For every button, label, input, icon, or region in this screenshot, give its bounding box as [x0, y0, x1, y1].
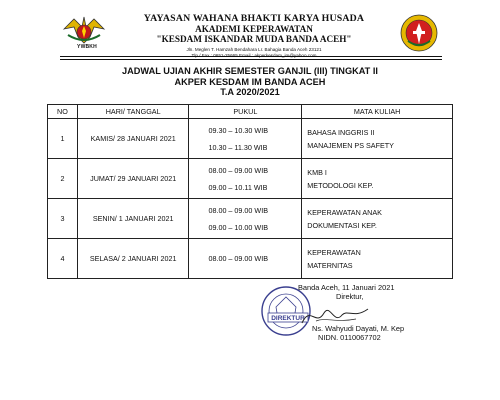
stamp-label: DIREKTUR	[271, 315, 305, 322]
col-header-hari: HARI/ TANGGAL	[77, 105, 189, 119]
cell-pukul	[189, 199, 302, 239]
cell-hari: SELASA/ 2 JANUARI 2021	[77, 239, 189, 279]
letterhead-address: Jln. Meglen T. Hamzah Bendahara Lr. Bahagia Banda Aceh 23121	[186, 47, 322, 52]
cell-mata-kuliah	[302, 199, 453, 239]
title-line-3: T.A 2020/2021	[220, 87, 280, 98]
course-name: DOKUMENTASI KEP.	[307, 220, 377, 230]
time-slot: 09.30 – 10.30 WIB	[208, 125, 268, 135]
table-header-row	[48, 105, 453, 119]
letterhead-academy: AKADEMI KEPERAWATAN	[195, 24, 313, 34]
title-line-2: AKPER KESDAM IM BANDA ACEH	[174, 76, 326, 87]
letterhead-rule-thin	[60, 59, 442, 60]
table-row	[48, 199, 453, 239]
cell-mata-kuliah	[302, 159, 453, 199]
logo-caption: YWBKH	[77, 44, 97, 50]
cell-hari: JUMAT/ 29 JANUARI 2021	[77, 159, 189, 199]
table-row	[48, 159, 453, 199]
course-name: KEPERAWATAN ANAK	[307, 207, 382, 217]
time-slot: 08.00 – 09.00 WIB	[208, 254, 268, 263]
letterhead-contact: Tlp / Fax : 0651-25665 Email : akperkesdam_im@yahoo.com	[191, 52, 317, 58]
course-name: KMB I	[307, 167, 327, 177]
signature-position: Direktur,	[336, 292, 364, 301]
course-name: MANAJEMEN PS SAFETY	[307, 140, 394, 150]
signature-block	[260, 283, 460, 353]
cell-hari: KAMIS/ 28 JANUARI 2021	[77, 119, 189, 159]
cell-no: 1	[48, 119, 78, 159]
exam-schedule-table	[47, 104, 453, 279]
col-header-mata-kuliah: MATA KULIAH	[302, 105, 453, 119]
signatory-name: Ns. Wahyudi Dayati, M. Kep	[312, 324, 405, 333]
course-name: MATERNITAS	[307, 260, 353, 270]
cell-pukul	[189, 159, 302, 199]
course-name: METODOLOGI KEP.	[307, 180, 374, 190]
time-slot: 08.00 – 09.00 WIB	[208, 205, 268, 215]
letterhead-rule-thick	[60, 56, 442, 57]
cell-mata-kuliah	[302, 119, 453, 159]
table-row	[48, 119, 453, 159]
signatory-nidn: NIDN. 0110067702	[318, 333, 381, 342]
letterhead-foundation: YAYASAN WAHANA BHAKTI KARYA HUSADA	[143, 13, 365, 24]
akper-kesdam-logo	[398, 13, 440, 53]
cell-pukul	[189, 239, 302, 279]
cell-hari: SENIN/ 1 JANUARI 2021	[77, 199, 189, 239]
course-name: KEPERAWATAN	[307, 247, 361, 257]
table-row	[48, 239, 453, 279]
cell-no: 3	[48, 199, 78, 239]
time-slot: 08.00 – 09.00 WIB	[208, 165, 268, 175]
document-title	[0, 66, 500, 98]
time-slot: 09.00 – 10.11 WIB	[208, 182, 268, 192]
col-header-no: NO	[48, 105, 78, 119]
letterhead-institution: "KESDAM ISKANDAR MUDA BANDA ACEH"	[156, 34, 352, 44]
cell-no: 2	[48, 159, 78, 199]
cell-pukul	[189, 119, 302, 159]
course-name: BAHASA INGGRIS II	[307, 127, 375, 137]
col-header-pukul: PUKUL	[189, 105, 302, 119]
time-slot: 10.30 – 11.30 WIB	[208, 142, 268, 152]
letterhead	[108, 13, 400, 58]
cell-no: 4	[48, 239, 78, 279]
title-line-1: JADWAL UJIAN AKHIR SEMESTER GANJIL (III) TINGKAT II	[122, 66, 378, 76]
time-slot: 09.00 – 10.00 WIB	[208, 222, 268, 232]
signature-place-date: Banda Aceh, 11 Januari 2021	[298, 283, 395, 292]
cell-mata-kuliah	[302, 239, 453, 279]
